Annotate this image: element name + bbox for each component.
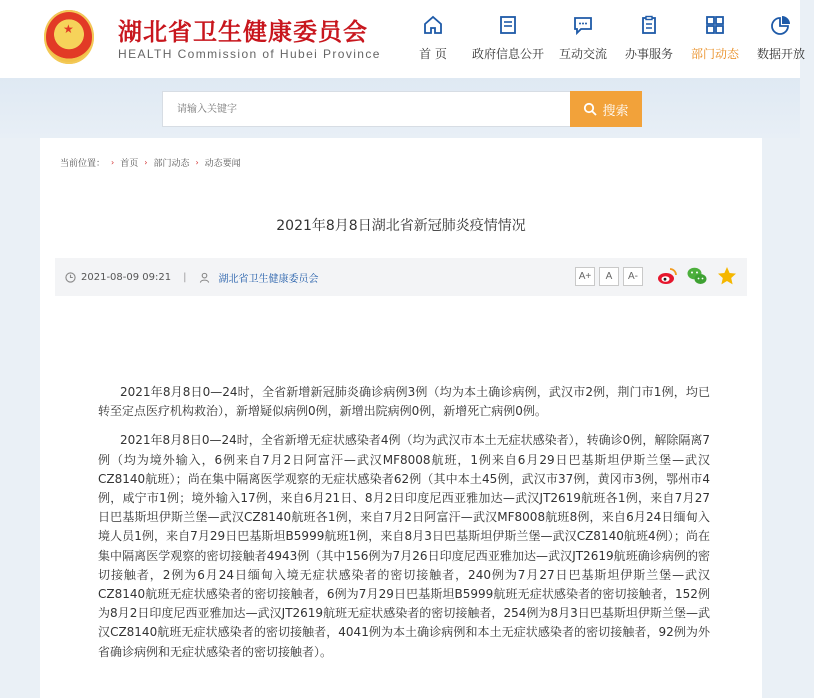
search-button-label: 搜索 [602, 103, 629, 119]
nav-item-gov-info[interactable] [466, 10, 550, 70]
article-paragraph: 2021年8月8日0—24时，全省新增新冠肺炎确诊病例3例（均为本土确诊病例，武汉市2例，荆门市1例，均已转至定点医疗机构救治），新增疑似病例0例，新增出院病例0例，新增死亡病例0例。 [98, 385, 710, 419]
nav-item-open-data[interactable] [748, 10, 814, 70]
search-icon [583, 102, 597, 116]
breadcrumb-dept-news[interactable]: 部门动态 [153, 159, 190, 169]
nav-item-label: 部门动态 [690, 47, 739, 61]
pie-chart-icon [770, 14, 792, 36]
nav-item-home[interactable] [400, 10, 466, 70]
breadcrumb-separator: › [195, 158, 199, 167]
nav-item-dept-news[interactable] [682, 10, 748, 70]
clipboard-icon [638, 14, 660, 36]
chat-icon [572, 14, 594, 36]
share-controls [656, 265, 738, 287]
site-header [0, 0, 805, 78]
search-input[interactable] [162, 91, 570, 127]
nav-item-label: 政府信息公开 [471, 47, 544, 61]
article-title: 2021年8月8日湖北省新冠肺炎疫情情况 [276, 218, 526, 234]
document-icon [497, 14, 519, 36]
breadcrumb-label: 当前位置： [60, 159, 106, 169]
favorite-star-icon[interactable] [716, 265, 738, 287]
main-nav [400, 10, 814, 70]
font-decrease-button[interactable]: A- [623, 267, 643, 286]
home-icon [422, 14, 444, 36]
grid-icon [704, 14, 726, 36]
nav-item-label: 互动交流 [558, 47, 607, 61]
article-body [98, 383, 710, 672]
breadcrumb-news-highlights[interactable]: 动态要闻 [204, 159, 241, 169]
breadcrumb [60, 156, 241, 169]
font-default-button[interactable]: A [599, 267, 619, 286]
breadcrumb-home[interactable]: 首页 [120, 159, 139, 169]
article-paragraph: 2021年8月8日0—24时，全省新增无症状感染者4例（均为武汉市本土无症状感染者），转确诊0例，解除隔离7例（均为境外输入，6例来自7月2日阿富汗—武汉MF8008航班，1例来自6月29日巴基斯坦伊斯兰堡—武汉CZ8140航班）；尚在集中隔离医学观察的无症状感染者62例（其中本土45例，武汉市37例，黄冈市3例，鄂州市4例，咸宁市1例；境外输入17例，来自6月21日、8月2日印度尼西亚雅加达—武汉JT2619航班各1例，来自7月27日巴基斯坦伊斯兰堡—武汉CZ8140航班各1例，来自7月2日阿富汗—武汉MF8008航班8例，来自6月24日缅甸入境人员1例，来自7月29日巴基斯坦B5999航班1例，来自8月3日巴基斯坦伊斯兰堡—武汉CZ8140航班4例）；尚在集中隔离医学观察的密切接触者4943例（其中156例为7月26日印度尼西亚雅加达—武汉JT2619航班确诊病例的密切接触者，2例为6月24日缅甸入境无症状感染者的密切接触者，240例为7月27日巴基斯坦伊斯兰堡—武汉CZ8140航班无症状感染者的密切接触者，6例为7月29日巴基斯坦B5999航班无症状感染者的密切接触者，152例为8月2日印度尼西亚雅加达—武汉JT2619航班无症状感染者的密切接触者，254例为8月3日巴基斯坦伊斯兰堡—武汉CZ8140航班无症状感染者的密切接触者，4041例为本土确诊病例和本土无症状感染者的密切接触者，92例为外省确诊病例和无症状感染者的密切接触者）。 [98, 433, 710, 659]
publish-datetime: 2021-08-09 09:21 [81, 272, 172, 283]
site-subtitle: HEALTH Commission of Hubei Province [118, 47, 381, 61]
meta-divider: | [183, 272, 187, 283]
nav-item-label: 首 页 [419, 47, 447, 61]
article-source[interactable]: 湖北省卫生健康委员会 [218, 274, 319, 285]
nav-item-label: 数据开放 [756, 47, 805, 61]
user-icon [199, 272, 210, 283]
national-emblem-logo[interactable]: ★ [44, 10, 94, 64]
nav-item-label: 办事服务 [624, 47, 673, 61]
nav-item-services[interactable] [616, 10, 682, 70]
clock-icon [65, 272, 76, 283]
search-button[interactable] [570, 91, 642, 127]
article-meta [65, 270, 319, 285]
site-title[interactable]: 湖北省卫生健康委员会 [118, 18, 368, 46]
font-increase-button[interactable]: A+ [575, 267, 595, 286]
nav-item-interaction[interactable] [550, 10, 616, 70]
breadcrumb-separator: › [144, 158, 148, 167]
wechat-icon[interactable] [686, 265, 708, 287]
font-size-controls [575, 267, 643, 286]
breadcrumb-separator: › [111, 158, 115, 167]
weibo-icon[interactable] [656, 265, 678, 287]
